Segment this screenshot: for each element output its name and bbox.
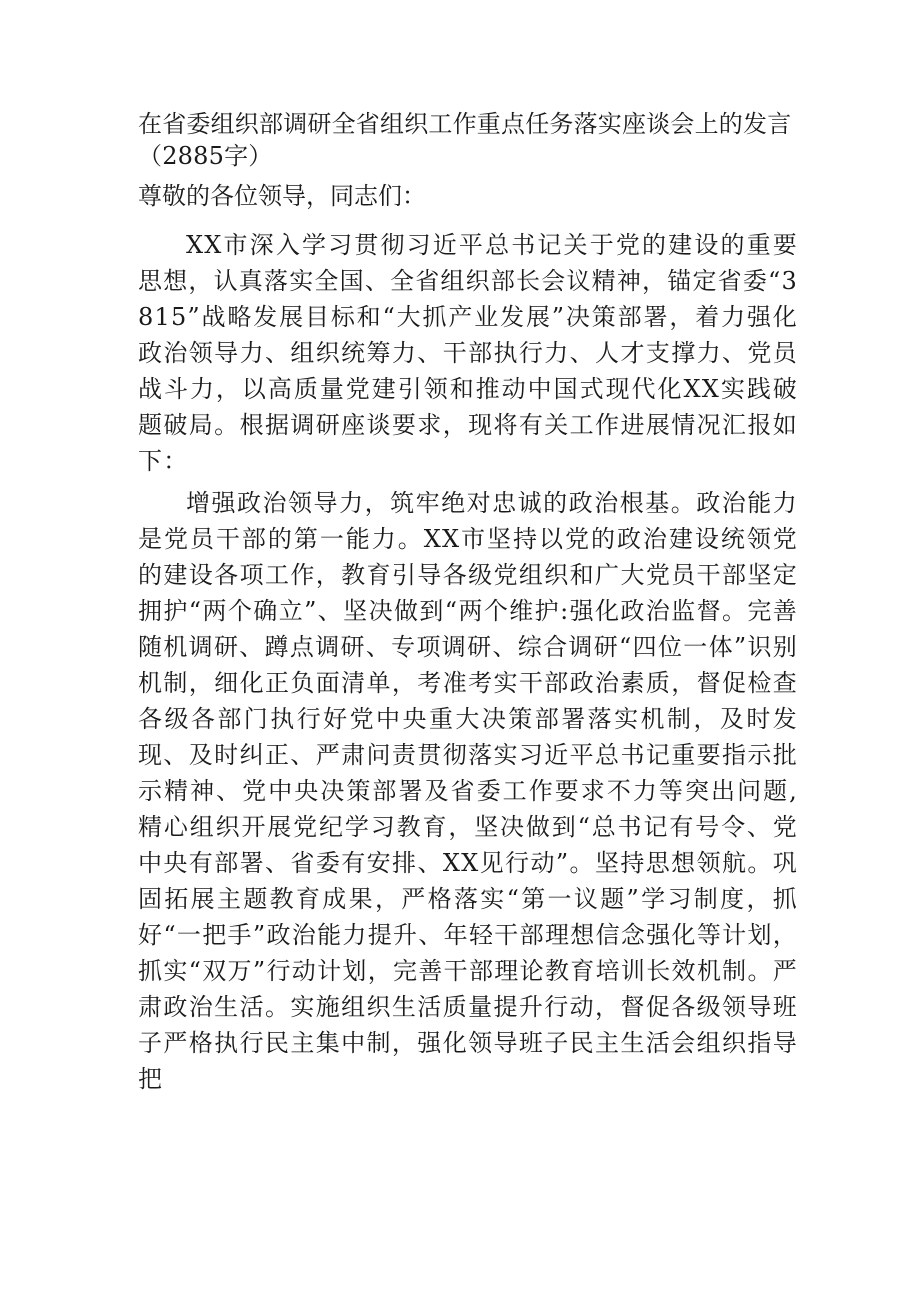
paragraph-political-leadership: 增强政治领导力，筑牢绝对忠诚的政治根基。政治能力是党员干部的第一能力。XX市坚持以党的政治建设统领党的建设各项工作，教育引导各级党组织和广大党员干部坚定拥护“两个确立”、坚决做到“两个维护:强化政治监督。完善随机调研、蹲点调研、专项调研、综合调研“四位一体”识别机制，细化正负面清单，考准考实干部政治素质，督促检查各级各部门执行好党中央重大决策部署落实机制，及时发现、及时纠正、严肃问责贯彻落实习近平总书记重要指示批示精神、党中央决策部署及省委工作要求不力等突出问题,精心组织开展党纪学习教育，坚决做到“总书记有号令、党中央有部署、省委有安排、XX见行动”。坚持思想领航。巩固拓展主题教育成果，严格落实“第一议题”学习制度，抓好“一把手”政治能力提升、年轻干部理想信念强化等计划，抓实“双万”行动计划，完善干部理论教育培训长效机制。严肃政治生活。实施组织生活质量提升行动，督促各级领导班子严格执行民主集中制，强化领导班子民主生活会组织指导把 [138, 489, 798, 1093]
document-body [138, 108, 798, 1101]
document-title: 在省委组织部调研全省组织工作重点任务落实座谈会上的发言（2885字） [138, 110, 792, 170]
paragraph-intro: XX市深入学习贯彻习近平总书记关于党的建设的重要思想，认真落实全国、全省组织部长会议精神，锚定省委“3815”战略发展目标和“大抓产业发展”决策部署，着力强化政治领导力、组织统筹力、干部执行力、人才支撑力、党员战斗力，以高质量党建引领和推动中国式现代化XX实践破题破局。根据调研座谈要求，现将有关工作进展情况汇报如下： [138, 231, 798, 475]
salutation: 尊敬的各位领导，同志们： [138, 182, 426, 210]
